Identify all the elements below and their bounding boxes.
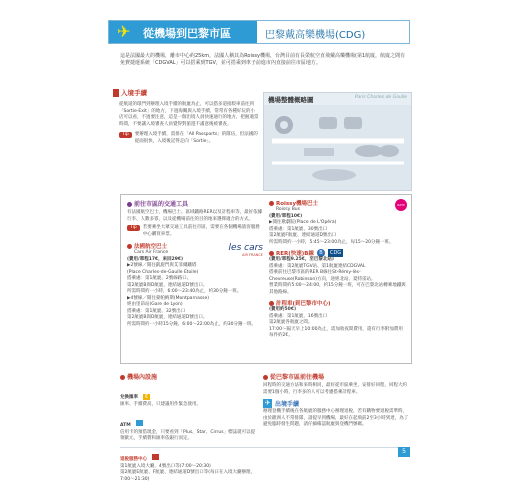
tip-badge: Tip — [119, 132, 132, 138]
airport-map — [263, 92, 412, 191]
transport-body: 有法國航空巴士、機場巴士、區域鐵路RER以及計程車等，最好依據行李、人數多寡，以及從機場前往的目的地來選擇適合的方式。 — [127, 210, 263, 222]
info-line: 搭乘處：第2航廈TGV站、第1航廈連結CDGVAL — [269, 263, 366, 269]
bullet-icon — [269, 251, 274, 256]
airfrance-title: 法國航空巴士 — [127, 242, 168, 250]
info-line: 搭乘處：第1航廈、30號出口 — [269, 226, 328, 232]
taxi-lines — [269, 314, 407, 340]
map-drawing — [264, 93, 411, 190]
entry-tip-text: 要辦理入境手續，需排在「All Passports」的隊伍，但法國的從面很快，入境後記得走向「Sortie」。 — [134, 132, 258, 144]
entry-heading: 入境手續 — [113, 88, 259, 97]
formalities-title: 出境手續 — [275, 401, 300, 408]
airfrance-fare: (費用/單程17€，來回29€) — [127, 256, 184, 262]
airplane-icon: ✈ — [117, 22, 131, 41]
info-line: 第2航廈B與D航廈，連結通道D號出口。 — [127, 282, 208, 288]
map-paris-label: Paris Charles de Gaulle — [354, 95, 407, 100]
info-line: ▶2號線／開往凱旋門與艾菲爾鐵塔 — [127, 263, 197, 268]
atm-body: 信用卡的預借現金，只要看到「Plus、Star、Cirrus」標誌就可以提領歐元，手續費和匯率依銀行而定。 — [120, 429, 256, 441]
transport-left — [127, 199, 263, 328]
depart-heading: 從巴黎市區前往機場 — [263, 372, 410, 381]
cdg-icon: CDG — [329, 250, 342, 256]
info-line: ▶開往歌劇院(Place de L'Opéra) — [269, 220, 337, 225]
depart-body: 回程時的交通方法和來時相同，最好從市區乘坐、安排好回程，回程大約需要1個小時，行李多的人可以考慮搭乘計程車。 — [263, 383, 407, 395]
bullet-icon — [120, 375, 125, 380]
atm-row: ATM — [120, 411, 258, 430]
info-line: 所需時間約一小時，6:00～23:40為止，約30分鐘一班。 — [127, 289, 242, 294]
info-line: (Place Charles-de-Gaulle Etoile) — [127, 269, 199, 275]
taxi-fare: (費用約50€) — [269, 307, 297, 312]
roissybus-fare: (費用/單程10€) — [269, 213, 303, 219]
map-title: 機場整體概略圖 — [268, 96, 314, 104]
depart-section — [263, 372, 410, 429]
bullet-icon — [127, 202, 132, 207]
terminal-2c-shape — [344, 117, 362, 129]
roissybus-title: Roissy機場巴士 — [269, 199, 318, 207]
transport-right — [269, 199, 407, 340]
entry-tip — [113, 132, 259, 145]
entry-body: 從航道的環門到辦理入境手續的航廈為止，可以搭多道接駁車前往到「Sortie-Exit」的地方，下過海關與入境手續，常常有各種好玩的小店可以看，不過要注意，這是一個出境人員快速通行的地方，把握適當時間，不要讓入境審查人員覺得對旅遊不滿意後被審查。 — [119, 102, 259, 127]
tip-badge: Tip — [127, 225, 140, 231]
info-line: 搭乘處：第1航廈、32號出口 — [127, 308, 186, 314]
info-line: 第2航廈F航廈、連結通道D號出口 — [269, 233, 337, 238]
info-line: 所需時間約一小時，5:45～23:00為止，每15～20分鐘一班。 — [269, 239, 394, 245]
bullet-icon — [269, 201, 274, 206]
rer-title: RER(快速)B線 — [269, 249, 314, 257]
formalities-row — [263, 399, 410, 408]
info-line: 搭乘處：第1航廈，16號出口 — [269, 313, 328, 319]
transport-tip — [127, 225, 263, 238]
info-line: ▶4號線／開往蒙帕納斯(Montparnasse) — [127, 295, 210, 301]
info-line: 17:00～隔天早上10:00為止，需加收夜間費用，還有行李附加費用每件約2€。 — [269, 326, 403, 338]
rer-header — [269, 249, 407, 257]
terminal-2e-shape — [355, 145, 383, 157]
intro-paragraph: 這是法國最大的機場，離市中心約25km，法國人稱其為Roissy機場，台灣目前有長榮航空直飛戴高樂機場(第1航廈，航廈之間有免費捷運系統「CDGVAL」可以搭乘到TGV，並可搭乘到車子前進市內直接前往市區地方。 — [120, 53, 406, 66]
roissybus-subtitle: Roissy Bus — [276, 207, 300, 212]
ratp-logo: RATP — [395, 199, 407, 211]
airfrance-lines — [127, 263, 263, 328]
info-line: 搭乘處：第1航廈、2號線路口、 — [127, 276, 192, 281]
exchange-body: 匯率、手續費高，只建議用作緊急使用。 — [120, 402, 201, 407]
info-line: 第2航廈各航廈之間。 — [269, 320, 313, 325]
bullet-icon — [263, 375, 268, 380]
terminal-3-shape — [304, 148, 334, 156]
exchange-row: 兌換匯率 € — [120, 394, 149, 400]
bullet-icon — [269, 301, 274, 306]
atm-icon — [136, 420, 143, 426]
transport-heading: 前往市區的交通工具 — [127, 199, 263, 208]
terminal-2a-shape — [319, 117, 337, 129]
info-line: 經由里昂站(Gare de Lyon) — [127, 302, 183, 307]
airfrance-subtitle: Cars Air France — [134, 250, 169, 255]
info-line: 搭乘前往巴黎市區的RER B線往St-Rémy-lès-Chevreuse(Robinson)方向，途經北站、夏特雷站。 — [269, 270, 376, 282]
info-line: 營業時間約5:00～24:00，約15分鐘一班，可在巴黎北站轉乘地鐵與其他路線。 — [269, 283, 406, 295]
tax-row: 退稅服務中心 — [120, 445, 258, 464]
tax-body: 第1航廈入境大廳，4號出口等(7:00～20:30) 第2航廈E航廈、F航廈、連結通道D號出口等(每日在入境大廳辦理，7:00～21:30) — [120, 463, 256, 482]
footer-divider — [120, 447, 398, 448]
airfrance-logo: les cars AIR FRANCE — [228, 242, 263, 257]
rer-lines — [269, 264, 407, 297]
bullet-icon — [127, 244, 132, 249]
transport-box — [120, 194, 412, 364]
page-header — [108, 20, 410, 44]
roissybus-lines — [269, 220, 407, 246]
terminal-2f-shape — [379, 145, 399, 157]
entry-section — [113, 88, 259, 145]
rer-fare: (費用/單程9.25€，至巴黎北站) — [269, 257, 334, 262]
airfrance-header — [127, 242, 263, 257]
info-line: 第2航廈B與D航廈，連結通道D號出口。 — [127, 315, 208, 320]
inside-heading: 機場內設施 — [120, 372, 258, 381]
airplane-icon: ✈ — [264, 399, 271, 407]
page-title: 從機場到巴黎市區 — [143, 27, 231, 40]
page-number: 5 — [398, 447, 410, 457]
exchange-icon: € — [145, 394, 149, 400]
info-line: 所需時間約一小時15分鐘，6:00～22:00為止，約30分鐘一班。 — [127, 321, 257, 327]
rer-b-icon: B — [317, 249, 325, 257]
inside-section — [120, 372, 258, 483]
tax-refund-icon — [152, 454, 159, 460]
transport-tip-text: 若要乘坐大眾交通工具前往市區，需要在各個機場旅客服務中心購買車票。 — [142, 225, 260, 237]
roissybus-header — [269, 199, 407, 214]
section-marker-icon — [113, 89, 119, 97]
taxi-title: 計程車(到巴黎市中心) — [269, 299, 407, 307]
page-subtitle: 巴黎戴高樂機場(CDG) — [265, 30, 366, 41]
formalities-body: 辦理登機手續後在各航廈的服務中心辦理退稅，若有購物要退稅需準時，由於歐洲人不常排隊，請提早到機場，最好在起飛前2至3小時到達，為了避免臨時發生問題，請仔細確認航廈與登機門號碼。 — [263, 409, 409, 427]
header-title-block — [109, 21, 257, 43]
